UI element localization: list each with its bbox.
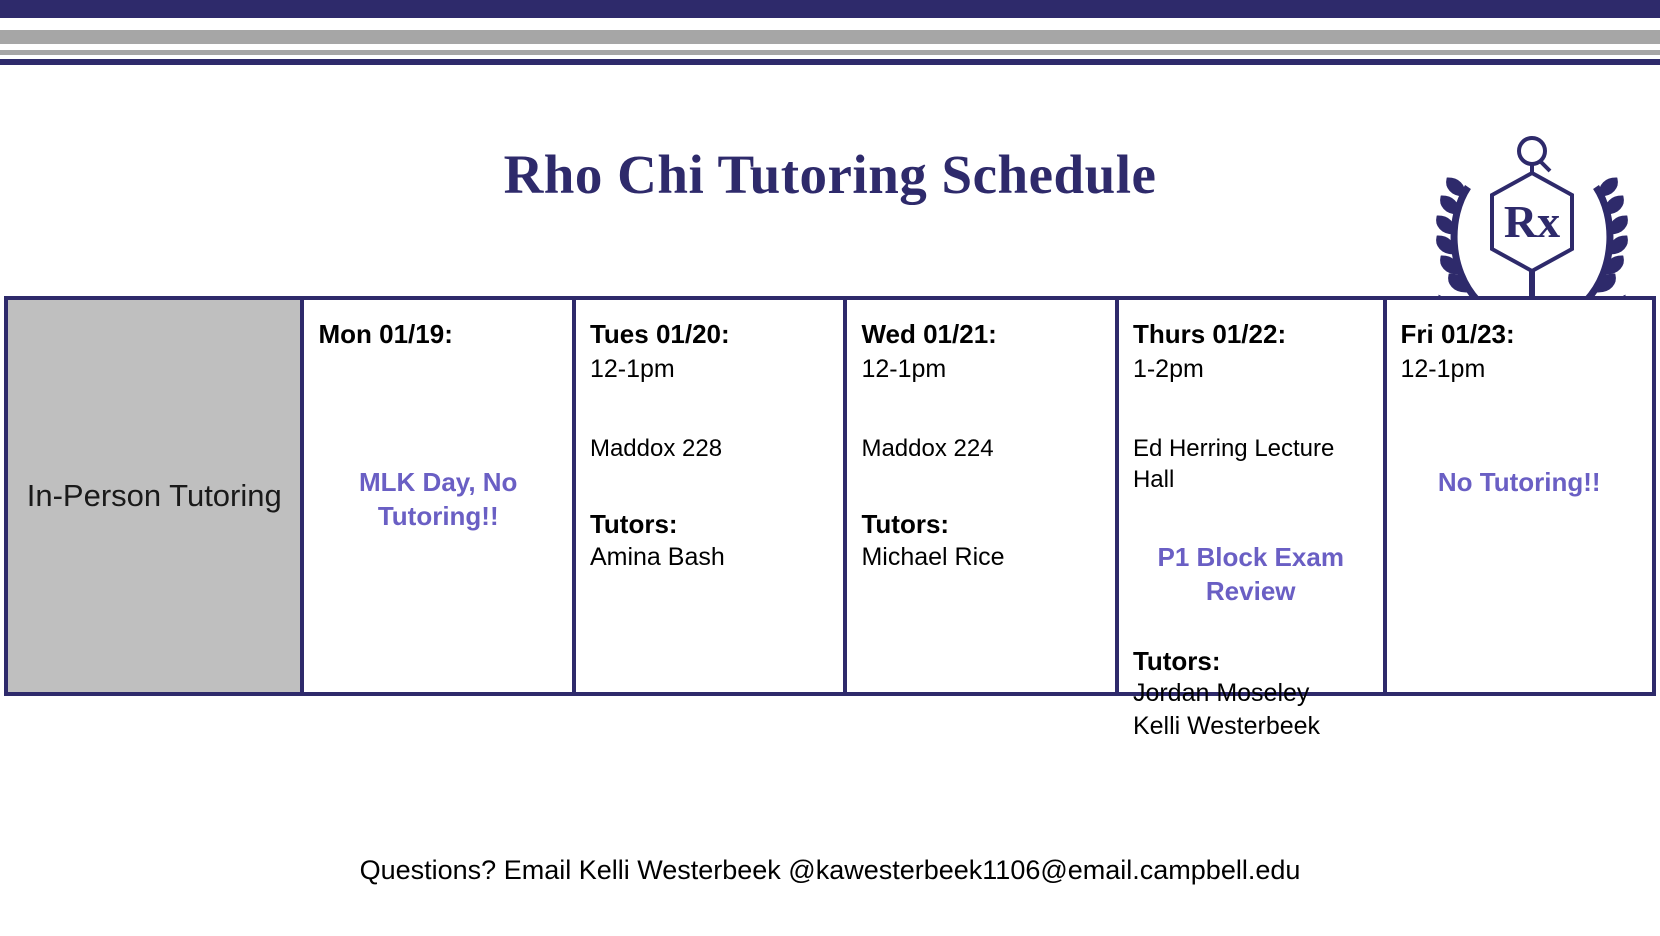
day-heading-thu: Thurs 01/22: <box>1132 319 1287 349</box>
schedule-cell-wed <box>847 300 1118 692</box>
day-time-fri: 12-1pm <box>1400 354 1486 383</box>
tutor-name: Jordan Moseley <box>1132 679 1310 708</box>
schedule-cell-fri <box>1387 300 1653 692</box>
day-heading-mon: Mon 01/19: <box>318 319 453 349</box>
row-label-cell <box>8 300 304 692</box>
row-label-text: In-Person Tutoring <box>26 478 282 513</box>
tutors-label-tue: Tutors: <box>589 509 678 540</box>
day-notice-thu: P1 Block Exam Review <box>1157 542 1344 607</box>
schedule-cell-tue <box>576 300 847 692</box>
tutor-name: Amina Bash <box>589 542 725 571</box>
day-time-thu: 1-2pm <box>1132 354 1204 383</box>
day-notice-fri: No Tutoring!! <box>1437 467 1601 497</box>
tutor-name: Kelli Westerbeek <box>1132 711 1321 740</box>
tutors-label-wed: Tutors: <box>861 509 950 540</box>
svg-text:Rx: Rx <box>1503 196 1561 247</box>
schedule-table <box>4 296 1656 740</box>
schedule-cell-thu <box>1119 300 1387 740</box>
page-title: Rho Chi Tutoring Schedule <box>503 144 1157 205</box>
top-gray-bar-thin <box>0 50 1660 55</box>
top-gray-bar <box>0 30 1660 44</box>
day-room-thu: Ed Herring Lecture Hall <box>1132 435 1335 494</box>
tutor-name: Michael Rice <box>861 542 1005 571</box>
day-time-tue: 12-1pm <box>589 354 675 383</box>
day-heading-tue: Tues 01/20: <box>589 319 730 349</box>
day-room-tue: Maddox 228 <box>589 435 723 462</box>
day-heading-wed: Wed 01/21: <box>861 319 997 349</box>
day-room-wed: Maddox 224 <box>861 435 994 462</box>
header <box>0 65 1660 293</box>
tutors-label-thu: Tutors: <box>1132 645 1221 676</box>
top-navy-bar <box>0 0 1660 18</box>
day-notice-mon: MLK Day, No Tutoring!! <box>359 467 518 531</box>
day-time-wed: 12-1pm <box>861 354 947 383</box>
day-heading-fri: Fri 01/23: <box>1400 319 1515 349</box>
schedule-cell-mon <box>304 300 575 692</box>
footer-contact: Questions? Email Kelli Westerbeek @kawesterbeek1106@email.campbell.edu <box>359 855 1301 885</box>
